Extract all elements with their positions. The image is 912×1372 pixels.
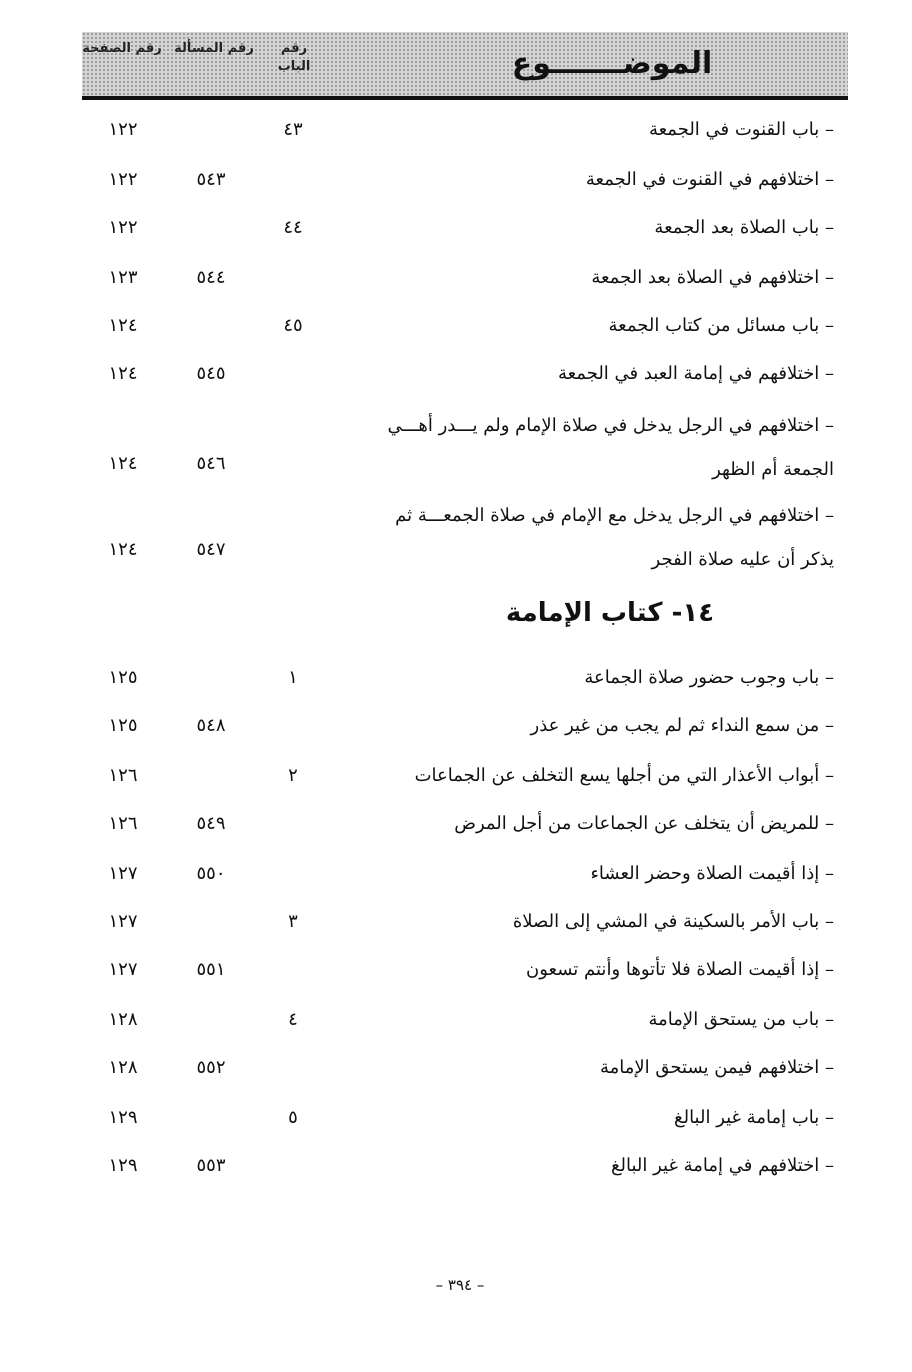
toc-row — [0, 756, 912, 796]
toc-row — [0, 658, 912, 698]
issue-number: ٥٤٤ — [196, 267, 226, 288]
toc-entry-title: – اختلافهم في الصلاة بعد الجمعة — [591, 267, 834, 288]
toc-entry-title: – اختلافهم في الرجل يدخل مع الإمام في صلاة الجمعـــة ثم يذكر أن عليه صلاة الفجر — [395, 505, 834, 570]
toc-row — [0, 950, 912, 990]
toc-row — [0, 1000, 912, 1040]
toc-row — [0, 208, 912, 248]
page-number: ١٢٥ — [108, 667, 138, 688]
page-number: ١٢٤ — [108, 363, 138, 384]
issue-number: ٥٤٥ — [196, 363, 226, 384]
chapter-number-column-header: رقم الباب — [277, 41, 311, 74]
toc-entry-title: – اختلافهم في الرجل يدخل في صلاة الإمام ولم يـــدر أهـــي الجمعة أم الظهر — [387, 415, 834, 480]
chapter-number: ٤٣ — [283, 119, 303, 140]
toc-row — [0, 1048, 912, 1088]
chapter-number: ٤٥ — [283, 315, 303, 336]
chapter-number: ٤٤ — [283, 217, 303, 238]
toc-row — [0, 494, 912, 582]
page-number: ١٢٢ — [108, 169, 138, 190]
section-heading: ١٤- كتاب الإمامة — [505, 598, 715, 628]
issue-number: ٥٤٣ — [196, 169, 226, 190]
page-number: ١٢٨ — [108, 1009, 138, 1030]
page-number: ١٢٤ — [108, 539, 138, 560]
toc-entry-title: – باب وجوب حضور صلاة الجماعة — [584, 667, 834, 688]
issue-number: ٥٥١ — [196, 959, 226, 980]
issue-number: ٥٤٨ — [196, 715, 226, 736]
issue-number: ٥٥٣ — [196, 1155, 226, 1176]
page-number: ١٢٧ — [108, 863, 138, 884]
toc-entry-title: – باب إمامة غير البالغ — [674, 1107, 834, 1128]
toc-row — [0, 160, 912, 200]
page-number: ١٢٩ — [108, 1107, 138, 1128]
page-number: ١٢٨ — [108, 1057, 138, 1078]
issue-number: ٥٤٧ — [196, 539, 226, 560]
toc-row — [0, 1146, 912, 1186]
table-header — [82, 32, 848, 100]
topic-column-header: الموضـــــــوع — [511, 46, 713, 81]
chapter-number: ٣ — [288, 911, 298, 932]
page-number: ١٢٤ — [108, 315, 138, 336]
issue-number: ٥٥٠ — [196, 863, 226, 884]
issue-number: ٥٤٦ — [196, 453, 226, 474]
issue-number: ٥٥٢ — [196, 1057, 226, 1078]
toc-entry-title: – للمريض أن يتخلف عن الجماعات من أجل المرض — [454, 813, 834, 834]
toc-row — [0, 306, 912, 346]
toc-entry-title: – أبواب الأعذار التي من أجلها يسع التخلف عن الجماعات — [414, 765, 834, 786]
page-footer-number: – ٣٩٤ – — [435, 1276, 485, 1294]
page-number: ١٢٣ — [108, 267, 138, 288]
chapter-number: ٥ — [288, 1107, 298, 1128]
page-number: ١٢٧ — [108, 911, 138, 932]
toc-row — [0, 258, 912, 298]
page-number: ١٢٢ — [108, 217, 138, 238]
toc-entry-title: – إذا أقيمت الصلاة فلا تأتوها وأنتم تسعون — [526, 959, 834, 980]
toc-entry-title: – اختلافهم في القنوت في الجمعة — [585, 169, 834, 190]
toc-row — [0, 902, 912, 942]
page-number: ١٢٢ — [108, 119, 138, 140]
page-number: ١٢٥ — [108, 715, 138, 736]
issue-number: ٥٤٩ — [196, 813, 226, 834]
issue-number-column-header: رقم المسألة — [174, 41, 254, 56]
toc-entry-title: – باب من يستحق الإمامة — [648, 1009, 834, 1030]
page-number-column-header: رقم الصفحة — [82, 41, 162, 56]
page-number: ١٢٦ — [108, 765, 138, 786]
chapter-number: ٢ — [288, 765, 298, 786]
toc-entry-title: – من سمع النداء ثم لم يجب من غير عذر — [530, 715, 834, 736]
toc-entry-title: – اختلافهم في إمامة العبد في الجمعة — [557, 363, 834, 384]
toc-entry-title: – باب القنوت في الجمعة — [648, 119, 834, 140]
chapter-number: ٤ — [288, 1009, 298, 1030]
toc-entry-title: – باب مسائل من كتاب الجمعة — [608, 315, 834, 336]
toc-entry-title: – اختلافهم فيمن يستحق الإمامة — [599, 1057, 834, 1078]
page-number: ١٢٩ — [108, 1155, 138, 1176]
toc-entry-title: – باب الصلاة بعد الجمعة — [654, 217, 834, 238]
toc-row — [0, 706, 912, 746]
toc-entry-title: – باب الأمر بالسكينة في المشي إلى الصلاة — [512, 911, 834, 932]
toc-row — [0, 804, 912, 844]
toc-row — [0, 404, 912, 492]
toc-entry-title: – اختلافهم في إمامة غير البالغ — [610, 1155, 834, 1176]
toc-row — [0, 110, 912, 150]
toc-row — [0, 354, 912, 394]
page-number: ١٢٧ — [108, 959, 138, 980]
page-number: ١٢٤ — [108, 453, 138, 474]
toc-row — [0, 854, 912, 894]
toc-row — [0, 1098, 912, 1138]
toc-entry-title: – إذا أقيمت الصلاة وحضر العشاء — [590, 863, 834, 884]
page-number: ١٢٦ — [108, 813, 138, 834]
chapter-number: ١ — [288, 667, 298, 688]
